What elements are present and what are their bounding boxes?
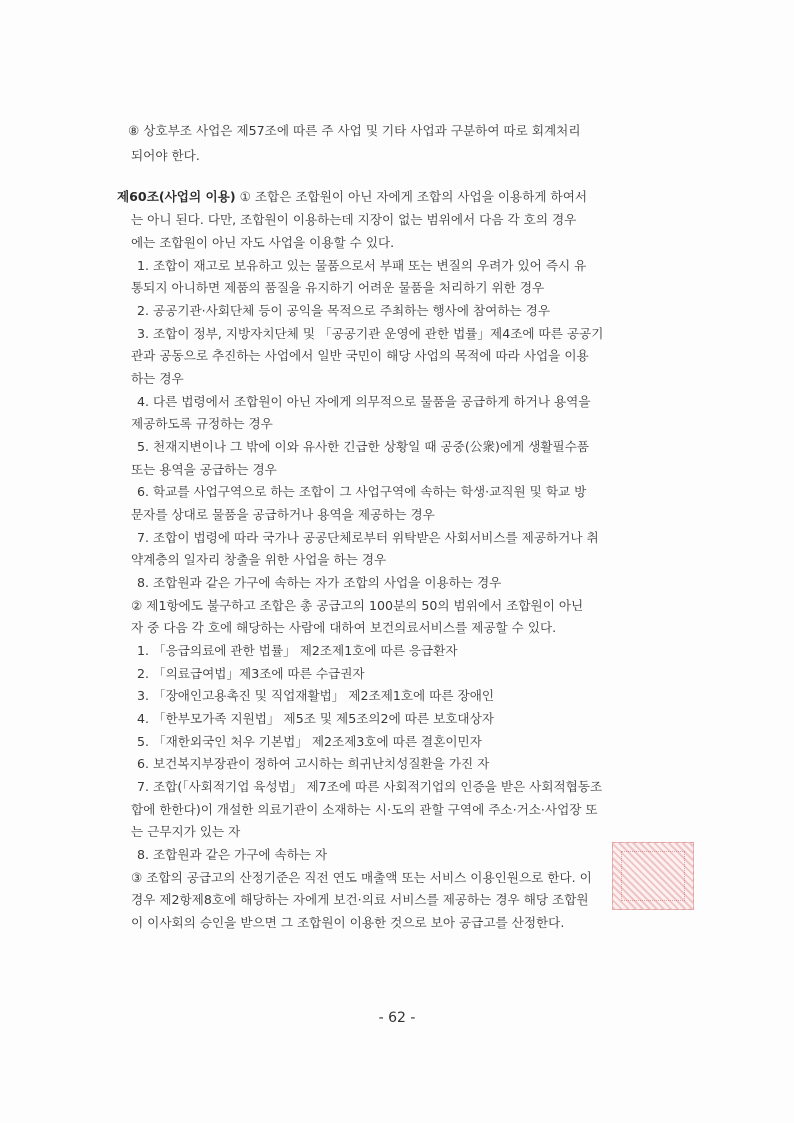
clause-2-item-3: 3. 「장애인고용촉진 및 직업재활법」 제2조제1호에 따른 장애인: [137, 688, 495, 703]
item-6-line-2: 문자를 상대로 물품을 공급하거나 용역을 제공하는 경우: [131, 507, 435, 522]
clause-3-line-2: 경우 제2항제8호에 해당하는 자에게 보건·의료 서비스를 제공하는 경우 해당 조합원: [131, 892, 589, 907]
clause-2-item-2: 2. 「의료급여법」제3조에 따른 수급권자: [137, 666, 365, 681]
paragraph-8-line-1: ⑧ 상호부조 사업은 제57조에 따른 주 사업 및 기타 사업과 구분하여 따로 회계처리: [128, 123, 581, 138]
clause-2-item-6: 6. 보건복지부장관이 정하여 고시하는 희귀난치성질환을 가진 자: [137, 756, 490, 771]
clause-2-item-8: 8. 조합원과 같은 가구에 속하는 자: [137, 847, 328, 862]
article-60-title: 제60조(사업의 이용): [117, 189, 236, 204]
article-60-heading-line: [117, 186, 587, 208]
article-60-clause-1-start: ① 조합은 조합원이 아닌 자에게 조합의 사업을 이용하게 하여서: [235, 189, 588, 204]
paragraph-8-line-2: 되어야 한다.: [131, 148, 200, 163]
seal-stamp: [612, 842, 694, 910]
article-60-line-3: 에는 조합원이 아닌 자도 사업을 이용할 수 있다.: [131, 235, 395, 250]
item-2: 2. 공공기관·사회단체 등이 공익을 목적으로 주최하는 행사에 참여하는 경우: [137, 303, 551, 318]
clause-3-line-3: 이 이사회의 승인을 받으면 그 조합원이 이용한 것으로 보아 공급고를 산정한다.: [131, 915, 565, 930]
item-5-line-1: 5. 천재지변이나 그 밖에 이와 유사한 긴급한 상황일 때 공중(公衆)에게 생활필수품: [137, 439, 590, 454]
item-8: 8. 조합원과 같은 가구에 속하는 자가 조합의 사업을 이용하는 경우: [137, 575, 502, 590]
item-1-line-2: 통되지 아니하면 제품의 품질을 유지하기 어려운 물품을 처리하기 위한 경우: [131, 280, 545, 295]
clause-2-item-5: 5. 「재한외국인 처우 기본법」 제2조제3호에 따른 결혼이민자: [137, 734, 482, 749]
clause-3-line-1: ③ 조합의 공급고의 산정기준은 직전 연도 매출액 또는 서비스 이용인원으로 한다. 이: [131, 870, 592, 885]
item-7-line-2: 약계층의 일자리 창출을 위한 사업을 하는 경우: [131, 552, 387, 567]
item-3-line-1: 3. 조합이 정부, 지방자치단체 및 「공공기관 운영에 관한 법률」제4조에 따른 공공기: [137, 326, 604, 341]
item-6-line-1: 6. 학교를 사업구역으로 하는 조합이 그 사업구역에 속하는 학생·교직원 및 학교 방: [137, 484, 587, 499]
item-5-line-2: 또는 용역을 공급하는 경우: [131, 462, 277, 477]
clause-2-item-7-line-1: 7. 조합(「사회적기업 육성법」 제7조에 따른 사회적기업의 인증을 받은 사회적협동조: [137, 779, 603, 794]
item-7-line-1: 7. 조합이 법령에 따라 국가나 공공단체로부터 위탁받은 사회서비스를 제공하거나 취: [137, 530, 599, 545]
page-number: - 62 -: [378, 1010, 416, 1026]
article-60-line-2: 는 아니 된다. 다만, 조합원이 이용하는데 지장이 없는 범위에서 다음 각 호의 경우: [131, 212, 577, 227]
clause-2-line-2: 자 중 다음 각 호에 해당하는 사람에 대하여 보건의료서비스를 제공할 수 있다.: [131, 620, 557, 635]
clause-2-item-7-line-3: 는 근무지가 있는 자: [131, 824, 241, 839]
item-3-line-3: 하는 경우: [131, 371, 184, 386]
clause-2-line-1: ② 제1항에도 불구하고 조합은 총 공급고의 100분의 50의 범위에서 조합원이 아닌: [131, 598, 584, 613]
clause-2-item-4: 4. 「한부모가족 지원법」 제5조 및 제5조의2에 따른 보호대상자: [137, 711, 494, 726]
item-3-line-2: 관과 공동으로 추진하는 사업에서 일반 국민이 해당 사업의 목적에 따라 사업을 이용: [131, 348, 589, 363]
clause-2-item-7-line-2: 합에 한한다)이 개설한 의료기관이 소재하는 시·도의 관할 구역에 주소·거소·사업장 또: [131, 802, 598, 817]
clause-2-item-1: 1. 「응급의료에 관한 법률」 제2조제1호에 따른 응급환자: [137, 643, 458, 658]
item-4-line-2: 제공하도록 규정하는 경우: [131, 416, 273, 431]
item-1-line-1: 1. 조합이 재고로 보유하고 있는 물품으로서 부패 또는 변질의 우려가 있어 즉시 유: [137, 258, 587, 273]
item-4-line-1: 4. 다른 법령에서 조합원이 아닌 자에게 의무적으로 물품을 공급하게 하거나 용역을: [137, 394, 591, 409]
